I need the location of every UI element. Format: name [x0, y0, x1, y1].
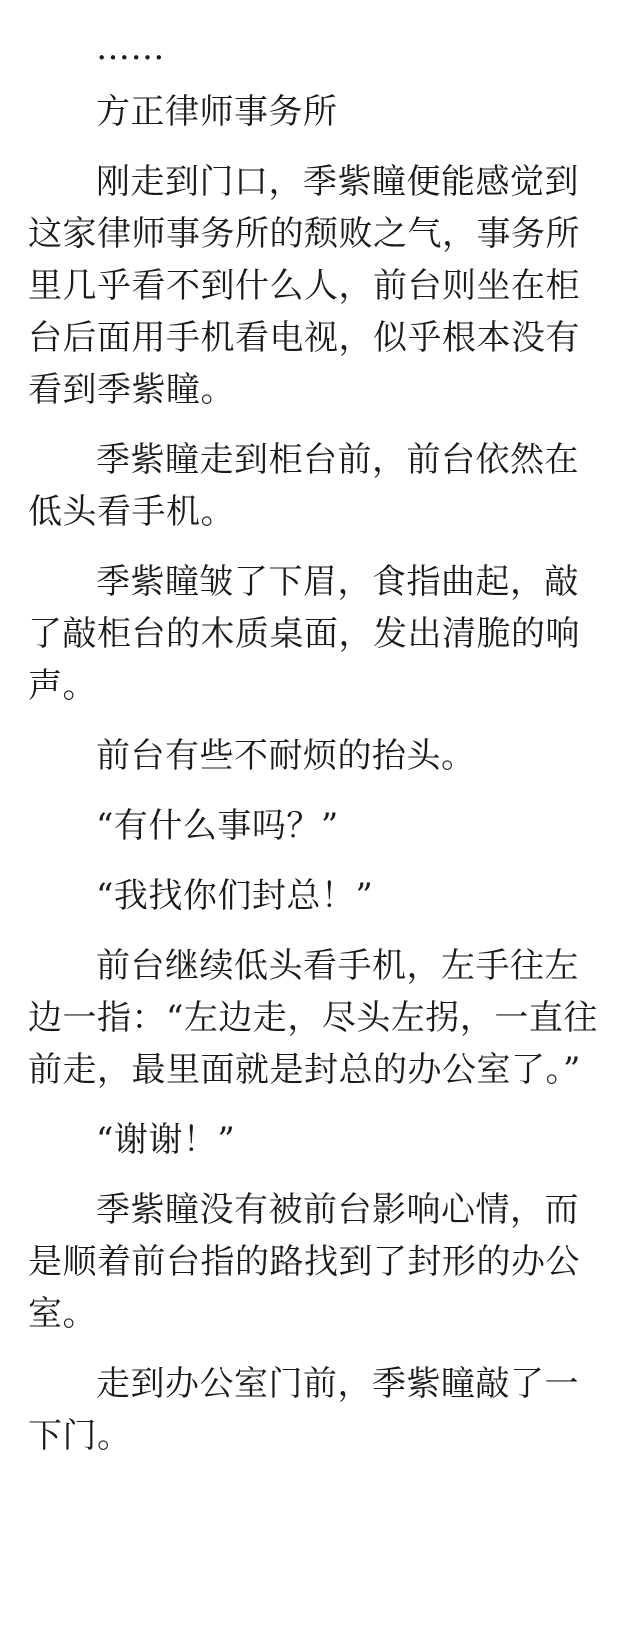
paragraph: 季紫瞳没有被前台影响心情，而是顺着前台指的路找到了封形的办公室。 [28, 1190, 580, 1334]
paragraph: 前台继续低头看手机，左手往左边一指：“左边走，尽头左拐，一直往前走，最里面就是封总的办公室了。” [28, 946, 598, 1090]
paragraph: 走到办公室门前，季紫瞳敲了一下门。 [28, 1364, 579, 1456]
dialogue-line: “谢谢！” [96, 1120, 236, 1160]
dialogue-line: “有什么事吗？” [96, 806, 339, 846]
paragraph: 季紫瞳皱了下眉，食指曲起，敲了敲柜台的木质桌面，发出清脆的响声。 [28, 562, 580, 706]
paragraph: 刚走到门口，季紫瞳便能感觉到这家律师事务所的颓败之气，事务所里几乎看不到什么人，前台则坐在柜台后面用手机看电视，似乎根本没有看到季紫瞳。 [28, 162, 580, 410]
scene-heading: 方正律师事务所 [96, 92, 338, 132]
dialogue-line: “我找你们封总！” [96, 876, 374, 916]
paragraph: 季紫瞳走到柜台前，前台依然在低头看手机。 [28, 440, 579, 532]
paragraph: 前台有些不耐烦的抬头。 [96, 736, 476, 776]
ellipsis-line: …… [96, 28, 165, 68]
